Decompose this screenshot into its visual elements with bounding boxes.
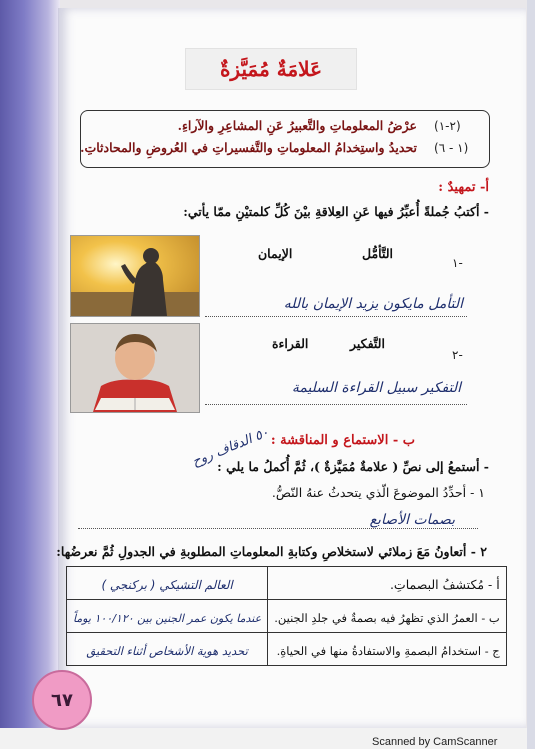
table-answer-cell[interactable]	[67, 600, 268, 633]
item-2-answer: التفكير سبيل القراءة السليمة	[291, 380, 461, 396]
answer-1-line	[78, 528, 478, 529]
item-2-word-1: التَّفكير	[350, 336, 385, 351]
objective-text-1: عرْضُ المعلوماتِ والتَّعبيرُ عَنِ المشاعِرِ والآراءِ.	[177, 118, 417, 133]
objective-number-1: (٢-١)	[434, 119, 461, 133]
intro-heading: أ- تمهيدٌ :	[438, 180, 489, 195]
intro-instruction: - أكتبُ جُملةً أُعبِّرُ فيها عَنِ العِلاقةِ بيْنَ كُلِّ كلمتيْنِ ممّا يأتي:	[183, 204, 489, 219]
scan-edge-strip	[527, 0, 535, 749]
item-1-number: ١-	[452, 256, 463, 270]
table-row	[67, 633, 507, 666]
reading-illustration	[71, 324, 199, 412]
item-1-answer: التأمل مايكون يزيد الإيمان بالله	[283, 296, 463, 312]
item-2-word-2: القراءة	[272, 336, 309, 351]
item-1-word-2: الإيمان	[258, 246, 293, 261]
table-answer-cell[interactable]	[67, 567, 268, 600]
info-table	[66, 566, 507, 666]
item-2-number: ٢-	[452, 348, 463, 362]
page-edge-shadow	[0, 0, 60, 749]
page-number-badge	[32, 670, 92, 730]
item-1-word-1: التَّأمُّل	[362, 246, 394, 261]
table-answer-3: تحديد هوية الأشخاص أثناء التحقيق	[86, 643, 248, 658]
margin-note: ٥٠ الدقاف روح	[190, 425, 272, 470]
table-question-cell	[268, 633, 507, 666]
table-row	[67, 600, 507, 633]
table-answer-cell[interactable]	[67, 633, 268, 666]
listening-instruction: - أستمعُ إلى نصِّ ( علامةٌ مُمَيَّزةٌ )، ثُمَّ أُكملُ ما يلي :	[217, 459, 489, 474]
listening-question-1: ١ - أحدِّدُ الموضوعَ الّذي يتحدثُ عنهُ النّصُّ.	[271, 485, 485, 500]
page-title: عَلامَةٌ مُمَيَّزةٌ	[219, 57, 323, 81]
title-box	[185, 48, 357, 90]
listening-answer-1: بصمات الأصابع	[369, 512, 455, 528]
table-answer-2: عندما يكون عمر الجنين بين ١٠٠/١٢٠ يوماً	[73, 611, 262, 625]
listening-question-2: ٢ - أتعاونُ مَعَ زملائي لاستخلاصِ وكتابةِ المعلوماتِ المطلوبةِ في الجدولِ ثُمَّ نعرضُها:	[56, 544, 487, 559]
table-question-cell	[268, 600, 507, 633]
item-2-answer-line	[205, 404, 467, 405]
page-number: ٦٧	[51, 689, 73, 711]
table-question-3: ج - استخدامُ البصمةِ والاستفادةُ منها في الحياةِ.	[276, 643, 500, 658]
prayer-photo	[70, 235, 200, 317]
scanner-footer: Scanned by CamScanner	[372, 736, 498, 748]
item-1-answer-line	[205, 316, 467, 317]
listening-heading: ب - الاستماع و المناقشة :	[270, 433, 415, 448]
prayer-illustration	[71, 236, 199, 316]
table-answer-1: العالم التشيكي ( بركنجي )	[101, 577, 233, 592]
table-question-1: أ - مُكتشفُ البصماتِ.	[389, 576, 500, 592]
table-question-2: ب - العمرُ الذي تظهرُ فيه بصمةٌ في جلدِ الجنين.	[274, 610, 500, 625]
objective-number-2: (١ - ٦)	[434, 141, 469, 155]
table-row	[67, 567, 507, 600]
table-question-cell	[268, 567, 507, 600]
objective-text-2: تحديدُ واستِخدامُ المعلوماتِ والتَّفسيراتِ في العُروضِ والمحادثاتِ.	[80, 140, 417, 155]
reading-boy-photo	[70, 323, 200, 413]
